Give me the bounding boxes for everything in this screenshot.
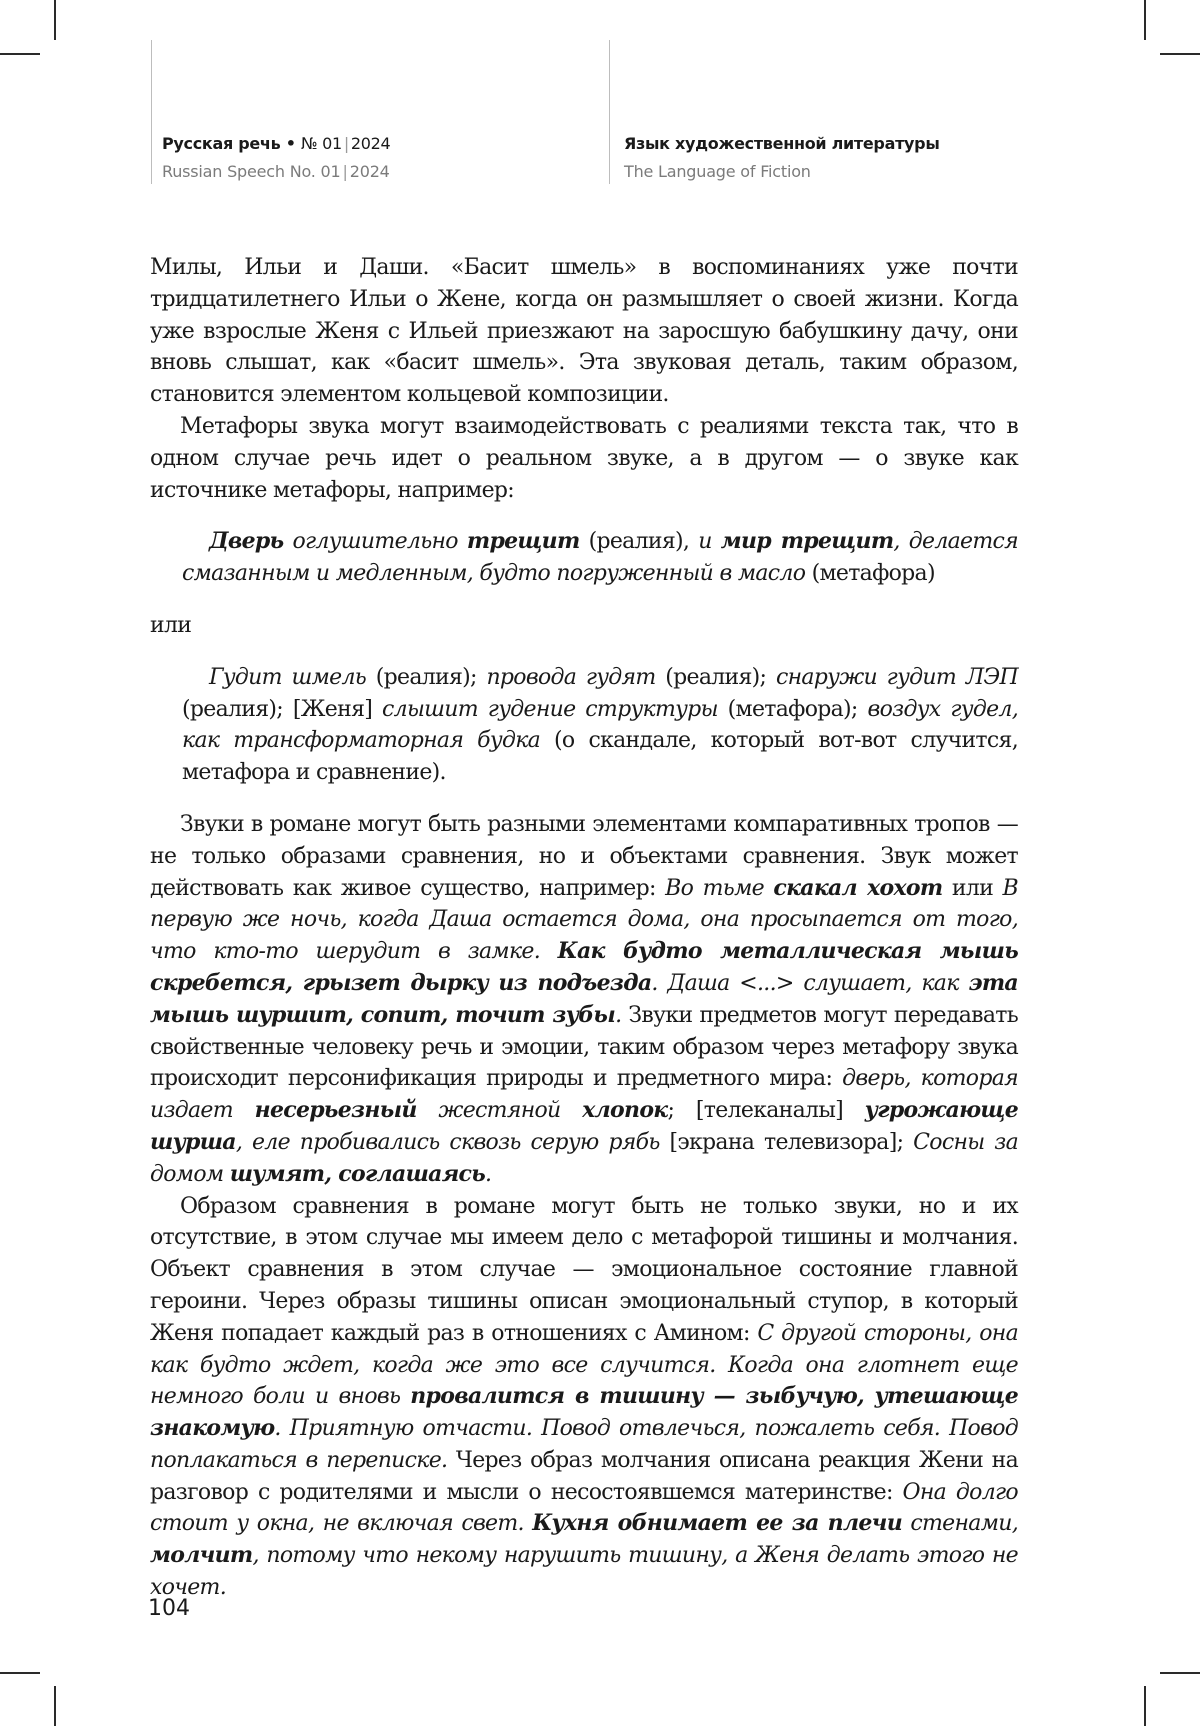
journal-title-en bbox=[162, 162, 390, 182]
running-header-left bbox=[162, 134, 390, 182]
q1-seg: (реалия), bbox=[579, 529, 699, 555]
example-quote-2 bbox=[182, 662, 1018, 789]
p3-seg: Звуки предметов могут передавать свойственные человеку речь и эмоции, таким образом через метафору звука происходит персонификация природы и предметного мира: bbox=[150, 1002, 1018, 1092]
p3-seg: . bbox=[615, 1002, 622, 1028]
section-title-en: The Language of Fiction bbox=[624, 162, 811, 181]
p3-seg: несерьезный bbox=[254, 1097, 417, 1124]
paragraph-2: Метафоры звука могут взаимодействовать с реалиями текста так, что в одном случае речь идет о реальном звуке, а в другом — о звуке как источнике метафоры, например: bbox=[150, 413, 1018, 503]
p4-seg: Через образ молчания описана реакция Жени на разговор с родителями и мысли о несостоявшемся материнстве: bbox=[150, 1447, 1018, 1505]
p3-seg: шумят, соглашаясь bbox=[229, 1160, 486, 1187]
q1-seg: мир трещит bbox=[720, 528, 894, 555]
paragraph-4 bbox=[150, 1191, 1018, 1604]
p3-seg: эта мышь шуршит, сопит, точит зубы bbox=[150, 969, 1018, 1028]
p3-seg: . bbox=[485, 1161, 492, 1187]
p4-seg: молчит bbox=[150, 1542, 253, 1569]
q1-seg: (метафора) bbox=[805, 561, 935, 587]
p4-seg: Образом сравнения в романе могут быть не только звуки, но и их отсутствие, в этом случае мы имеем дело с метафорой тишины и молчания. Объект сравнения в этом случае — эмоциональное состояние главной героини. Через образы тишины описан эмоциональный ступор, в который Женя попадает каждый раз в отношениях с Амином: bbox=[150, 1193, 1018, 1346]
p3-seg: или bbox=[942, 875, 1003, 901]
crop-mark-top-left-v bbox=[54, 0, 56, 40]
p3-seg: . Даша <...> слушает, как bbox=[651, 970, 969, 996]
crop-mark-top-left-h bbox=[0, 53, 40, 55]
journal-name-en: Russian Speech No. 01 bbox=[162, 162, 341, 181]
q2-seg: Гудит шмель bbox=[209, 664, 367, 690]
p4-seg: провалится в тишину — зыбучую, утешающе знакомую bbox=[150, 1383, 1018, 1442]
q1-seg: оглушительно bbox=[283, 529, 467, 555]
crop-mark-bottom-right-v bbox=[1144, 1686, 1146, 1726]
p3-seg: скакал хохот bbox=[773, 874, 943, 901]
connector-or: или bbox=[150, 612, 192, 638]
crop-mark-bottom-right-h bbox=[1160, 1672, 1200, 1674]
q2-seg: (о скандале, который вот-вот случится, метафора и сравнение). bbox=[182, 728, 1018, 786]
p3-seg: Во тьме bbox=[665, 875, 774, 901]
p3-seg: жестяной bbox=[416, 1098, 583, 1124]
p3-seg: , еле пробивались сквозь серую рябь bbox=[235, 1129, 660, 1155]
q2-seg: (метафора); bbox=[717, 696, 868, 722]
p4-seg: Кухня обнимает ее за плечи bbox=[532, 1510, 903, 1537]
q2-seg: провода гудят bbox=[486, 664, 656, 690]
p4-seg: . Приятную отчасти. Повод отвлечься, пожалеть себя. Повод поплакаться в переписке. bbox=[150, 1416, 1018, 1473]
p3-seg: ; [телеканалы] bbox=[667, 1098, 865, 1124]
p4-seg: , потому что некому нарушить тишину, а Женя делать этого не хочет. bbox=[150, 1543, 1018, 1601]
q1-seg: трещит bbox=[466, 528, 580, 555]
bullet-separator: • bbox=[285, 134, 296, 153]
q1-seg: Дверь bbox=[209, 528, 284, 555]
p3-seg: дверь, которая издает bbox=[150, 1066, 1018, 1124]
journal-name-ru: Русская речь bbox=[162, 134, 281, 153]
article-body bbox=[150, 252, 1018, 1604]
q2-seg: снаружи гудит ЛЭП bbox=[775, 664, 1018, 690]
p3-seg: Как будто металлическая мышь скребется, грызет дырку из подъезда bbox=[150, 938, 1019, 996]
p3-seg: угрожающе шурша bbox=[150, 1097, 1018, 1155]
q2-seg: слышит гудение структуры bbox=[382, 696, 718, 722]
example-quote-1 bbox=[182, 526, 1018, 590]
p4-seg: С другой стороны, она как будто ждет, когда же это все случится. Когда она глотнет еще немного боли и вновь bbox=[150, 1320, 1018, 1410]
paragraph-1: Милы, Ильи и Даши. «Басит шмель» в воспоминаниях уже почти тридцатилетнего Ильи о Жене, когда он размышляет о своей жизни. Когда уже взрослые Женя с Ильей приезжают на заросшую бабушкину дачу, они вновь слышат, как «басит шмель». Эта звуковая деталь, таким образом, становится элементом кольцевой композиции. bbox=[150, 255, 1018, 408]
crop-mark-top-right-v bbox=[1144, 0, 1146, 40]
p3-seg: Звуки в романе могут быть разными элементами компаративных тропов — не только образами сравнения, но и объектами сравнения. Звук может действовать как живое существо, например: bbox=[150, 811, 1018, 901]
running-header-right bbox=[624, 134, 940, 182]
header-rule-right bbox=[609, 40, 610, 184]
p3-seg: хлопок bbox=[582, 1097, 668, 1124]
page-number: 104 bbox=[148, 1596, 190, 1621]
q2-seg: (реалия); bbox=[366, 664, 487, 690]
q1-seg: , делается смазанным и медленным, будто погруженный в масло bbox=[182, 529, 1019, 587]
crop-mark-bottom-left-h bbox=[0, 1672, 40, 1674]
p3-seg: Сосны за домом bbox=[150, 1129, 1018, 1187]
p3-seg: [экрана телевизора]; bbox=[659, 1129, 914, 1155]
p3-seg: В первую же ночь, когда Даша остается дома, она просыпается от того, что кто-то шерудит в замке. bbox=[150, 875, 1018, 965]
issue-year-en: 2024 bbox=[349, 162, 390, 181]
journal-title-ru bbox=[162, 134, 390, 154]
q2-seg: воздух гудел, как трансформаторная будка bbox=[182, 696, 1018, 754]
header-rule-left bbox=[151, 40, 152, 184]
issue-year-ru: 2024 bbox=[350, 134, 391, 153]
section-title-ru: Язык художественной литературы bbox=[624, 134, 940, 153]
q2-seg: (реалия); [Женя] bbox=[182, 696, 383, 722]
issue-number-ru: № 01 bbox=[300, 134, 342, 153]
p4-seg: Она долго стоит у окна, не включая свет. bbox=[150, 1479, 1018, 1537]
bar-separator: | bbox=[342, 162, 348, 181]
crop-mark-bottom-left-v bbox=[54, 1686, 56, 1726]
crop-mark-top-right-h bbox=[1160, 53, 1200, 55]
bar-separator: | bbox=[343, 134, 349, 153]
q2-seg: (реалия); bbox=[655, 664, 776, 690]
q1-seg: и bbox=[698, 529, 721, 555]
paragraph-3 bbox=[150, 809, 1018, 1191]
p4-seg: стенами, bbox=[902, 1511, 1019, 1537]
